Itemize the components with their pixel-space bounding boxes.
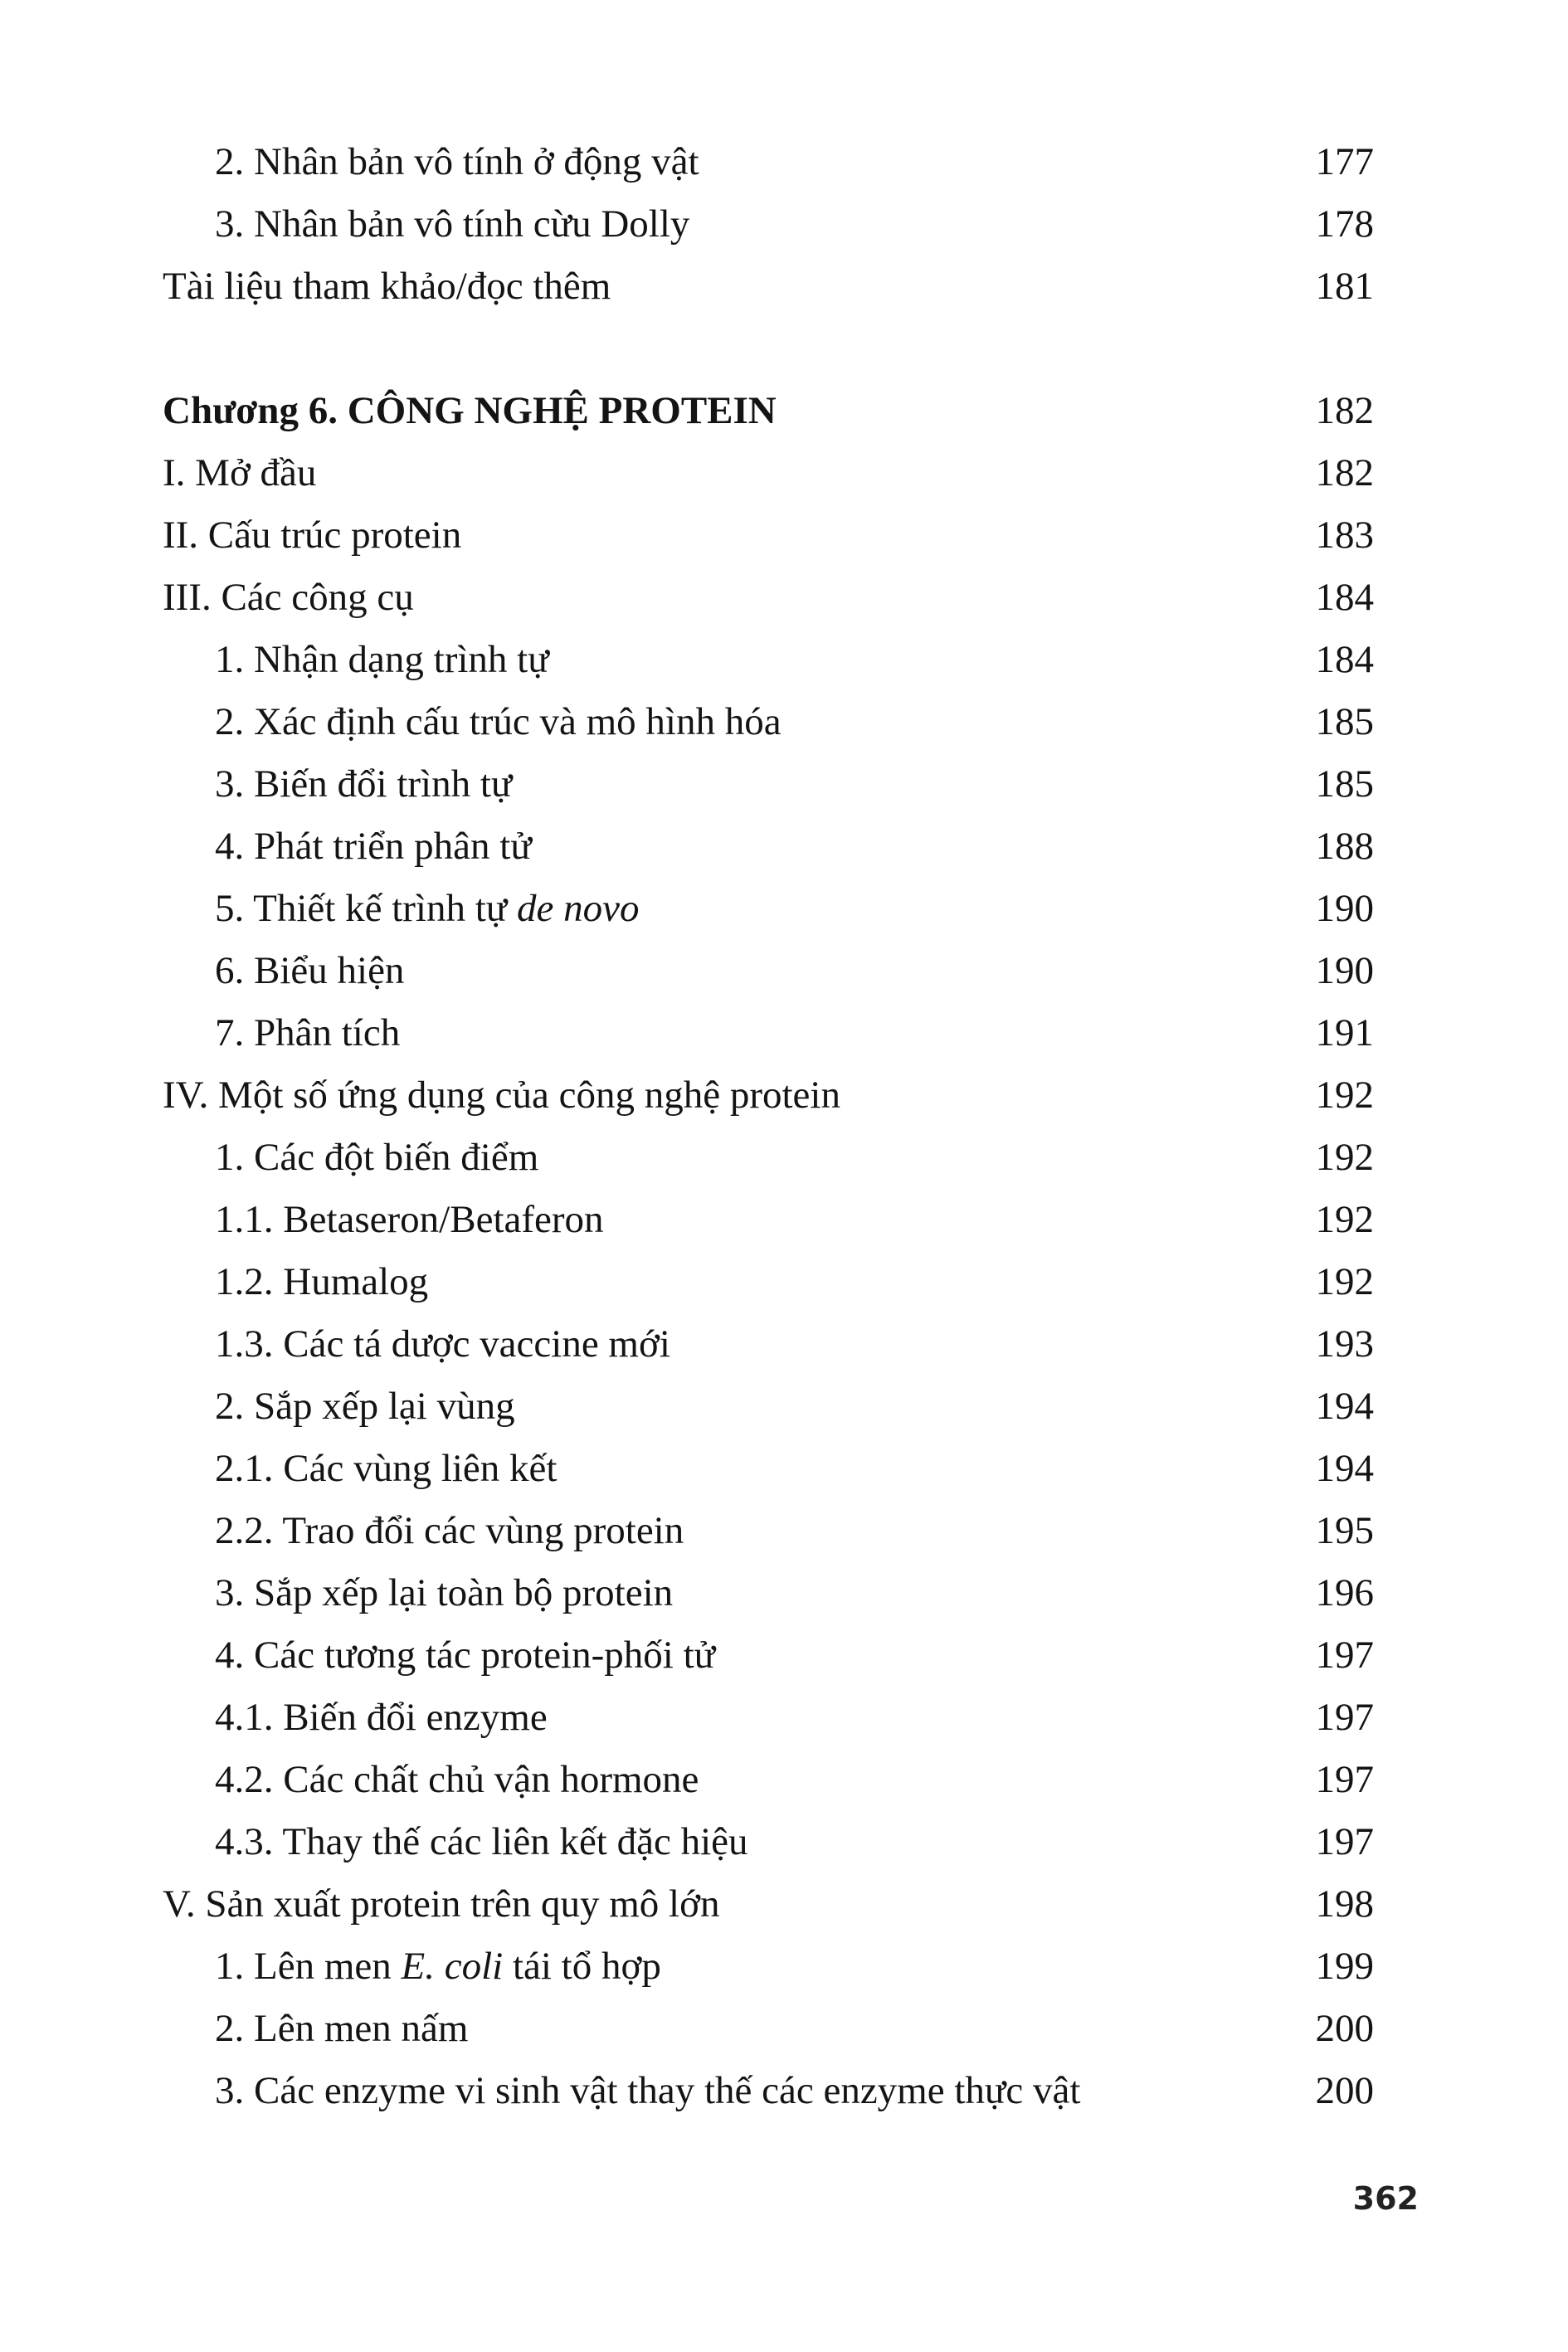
toc-entry-title: [163, 380, 777, 442]
toc-entry-page: 185: [1315, 762, 1374, 806]
toc-entry-page: 184: [1315, 576, 1374, 619]
toc-entry-page: 193: [1315, 1322, 1374, 1366]
toc-entry: [163, 816, 1374, 878]
toc-entry: [163, 1936, 1374, 1998]
toc-entry: [163, 193, 1374, 256]
toc-entry-text: 7. Phân tích: [215, 1011, 401, 1054]
toc-entry-italic-text: de novo: [517, 887, 640, 930]
toc-entry-page: 192: [1315, 1260, 1374, 1303]
toc-entry-page: 181: [1315, 265, 1374, 308]
toc-entry: [163, 442, 1374, 504]
toc-entry: [163, 1624, 1374, 1687]
toc-entry-text: 2. Sắp xếp lại vùng: [215, 1385, 515, 1428]
toc-entry-page: 194: [1315, 1447, 1374, 1490]
toc-entry-page: 178: [1315, 202, 1374, 246]
toc-entry: [163, 1376, 1374, 1438]
toc-entry: [163, 629, 1374, 691]
toc-entry-page: 192: [1315, 1074, 1374, 1117]
toc-entry-page: 198: [1315, 1882, 1374, 1926]
toc-entry-text: III. Các công cụ: [163, 576, 414, 619]
toc-entry-title: [215, 193, 689, 256]
toc-entry-page: 188: [1315, 825, 1374, 868]
toc-entry: [163, 1002, 1374, 1064]
toc-entry-title: [215, 1376, 515, 1438]
toc-entry-title: [163, 1064, 840, 1127]
toc-entry-title: [215, 131, 699, 193]
toc-entry: [163, 878, 1374, 940]
toc-entry: [163, 567, 1374, 629]
toc-entry-page: 196: [1315, 1571, 1374, 1614]
toc-entry-text: 1.3. Các tá dược vaccine mới: [215, 1322, 670, 1366]
toc-entry-page: 197: [1315, 1820, 1374, 1863]
toc-entry-page: 182: [1315, 389, 1374, 432]
toc-entry-text: 3. Biến đổi trình tự: [215, 762, 513, 806]
toc-entry-text: 2.2. Trao đổi các vùng protein: [215, 1509, 684, 1552]
toc-entry-title: [215, 1500, 684, 1562]
toc-entry-page: 177: [1315, 140, 1374, 183]
toc-entry-title: [163, 1873, 719, 1936]
table-of-contents: [163, 131, 1374, 2122]
toc-entry-page: 185: [1315, 700, 1374, 743]
toc-entry: [163, 1500, 1374, 1562]
toc-entry-page: 199: [1315, 1945, 1374, 1988]
toc-entry-page: 191: [1315, 1011, 1374, 1054]
toc-entry: [163, 1873, 1374, 1936]
toc-entry-title: [215, 691, 782, 753]
toc-entry-title: [163, 504, 461, 567]
toc-entry-title: [215, 1127, 538, 1189]
toc-entry-title: [215, 1687, 548, 1749]
toc-entry-title: [215, 2060, 1080, 2122]
toc-entry-title: [215, 1189, 604, 1251]
toc-entry: [163, 1687, 1374, 1749]
toc-entry-title: [215, 1251, 428, 1313]
toc-entry-page: 190: [1315, 949, 1374, 992]
toc-entry-text: 3. Nhân bản vô tính cừu Dolly: [215, 202, 690, 246]
toc-entry-title: [215, 1438, 557, 1500]
toc-entry-italic-text: E. coli: [401, 1945, 504, 1988]
toc-entry-page: 197: [1315, 1634, 1374, 1677]
toc-entry-text: 5. Thiết kế trình tự: [215, 887, 517, 930]
toc-entry-title: [215, 629, 549, 691]
toc-entry: [163, 1127, 1374, 1189]
toc-entry-text: 4. Các tương tác protein-phối tử: [215, 1634, 716, 1677]
toc-entry-title: [215, 816, 532, 878]
toc-entry-title: [215, 878, 639, 940]
toc-entry-page: 195: [1315, 1509, 1374, 1552]
toc-entry-title: [215, 1936, 661, 1998]
toc-entry-title: [163, 442, 316, 504]
toc-entry: [163, 131, 1374, 193]
toc-entry-text: tái tổ hợp: [503, 1945, 661, 1988]
toc-entry: [163, 504, 1374, 567]
toc-entry-title: [215, 1562, 673, 1624]
toc-entry-page: 200: [1315, 2007, 1374, 2050]
toc-entry-page: 194: [1315, 1385, 1374, 1428]
toc-entry: [163, 1251, 1374, 1313]
toc-entry: [163, 1313, 1374, 1376]
toc-entry-text: II. Cấu trúc protein: [163, 514, 462, 557]
toc-entry: [163, 753, 1374, 816]
toc-entry-text: 4. Phát triển phân tử: [215, 825, 532, 868]
toc-entry-page: 182: [1315, 451, 1374, 494]
toc-entry-title: [215, 1811, 748, 1873]
toc-entry: [163, 1811, 1374, 1873]
toc-entry-text: 6. Biểu hiện: [215, 949, 405, 992]
toc-entry: [163, 1998, 1374, 2060]
toc-entry-title: [163, 567, 414, 629]
toc-entry-title: [215, 1624, 715, 1687]
page-number: 362: [1352, 2180, 1419, 2217]
toc-entry-page: 197: [1315, 1696, 1374, 1739]
toc-entry-page: 184: [1315, 638, 1374, 681]
toc-entry-page: 190: [1315, 887, 1374, 930]
toc-entry-title: [215, 940, 404, 1002]
toc-entry-title: [215, 1749, 699, 1811]
toc-entry: [163, 1064, 1374, 1127]
toc-entry-page: 192: [1315, 1136, 1374, 1179]
toc-entry-title: [215, 1313, 670, 1376]
toc-entry-text: 4.2. Các chất chủ vận hormone: [215, 1758, 699, 1801]
toc-entry-page: 192: [1315, 1198, 1374, 1241]
toc-entry-text: 1.1. Betaseron/Betaferon: [215, 1198, 604, 1241]
toc-entry-text: I. Mở đầu: [163, 451, 317, 494]
toc-entry-text: 1. Các đột biến điểm: [215, 1136, 539, 1179]
toc-entry-page: 183: [1315, 514, 1374, 557]
toc-entry-text: 2. Lên men nấm: [215, 2007, 469, 2050]
toc-entry-text: Chương 6. CÔNG NGHỆ PROTEIN: [163, 389, 777, 432]
toc-entry-page: 200: [1315, 2069, 1374, 2112]
toc-entry: [163, 1438, 1374, 1500]
toc-entry: [163, 940, 1374, 1002]
toc-entry: [163, 2060, 1374, 2122]
toc-entry: [163, 1749, 1374, 1811]
toc-entry-page: 197: [1315, 1758, 1374, 1801]
toc-entry-title: [215, 753, 512, 816]
toc-entry: [163, 1562, 1374, 1624]
toc-entry-text: 2.1. Các vùng liên kết: [215, 1447, 558, 1490]
toc-entry: [163, 256, 1374, 318]
toc-entry-text: 2. Nhân bản vô tính ở động vật: [215, 140, 699, 183]
toc-entry-text: IV. Một số ứng dụng của công nghệ protein: [163, 1074, 840, 1117]
toc-entry-text: 2. Xác định cấu trúc và mô hình hóa: [215, 700, 782, 743]
toc-entry: [163, 1189, 1374, 1251]
toc-entry-text: V. Sản xuất protein trên quy mô lớn: [163, 1882, 720, 1926]
toc-entry-title: [215, 1002, 400, 1064]
toc-entry-text: 1. Lên men: [215, 1945, 402, 1988]
toc-entry-text: 1.2. Humalog: [215, 1260, 429, 1303]
toc-entry-text: 1. Nhận dạng trình tự: [215, 638, 549, 681]
toc-entry: [163, 691, 1374, 753]
toc-entry-text: 3. Sắp xếp lại toàn bộ protein: [215, 1571, 674, 1614]
toc-entry-title: [163, 256, 611, 318]
toc-entry-text: 4.1. Biến đổi enzyme: [215, 1696, 548, 1739]
toc-entry-title: [215, 1998, 468, 2060]
toc-entry-text: Tài liệu tham khảo/đọc thêm: [163, 265, 611, 308]
chapter-heading: [163, 380, 1374, 442]
toc-entry-text: 3. Các enzyme vi sinh vật thay thế các enzyme thực vật: [215, 2069, 1081, 2112]
toc-entry-text: 4.3. Thay thế các liên kết đặc hiệu: [215, 1820, 748, 1863]
